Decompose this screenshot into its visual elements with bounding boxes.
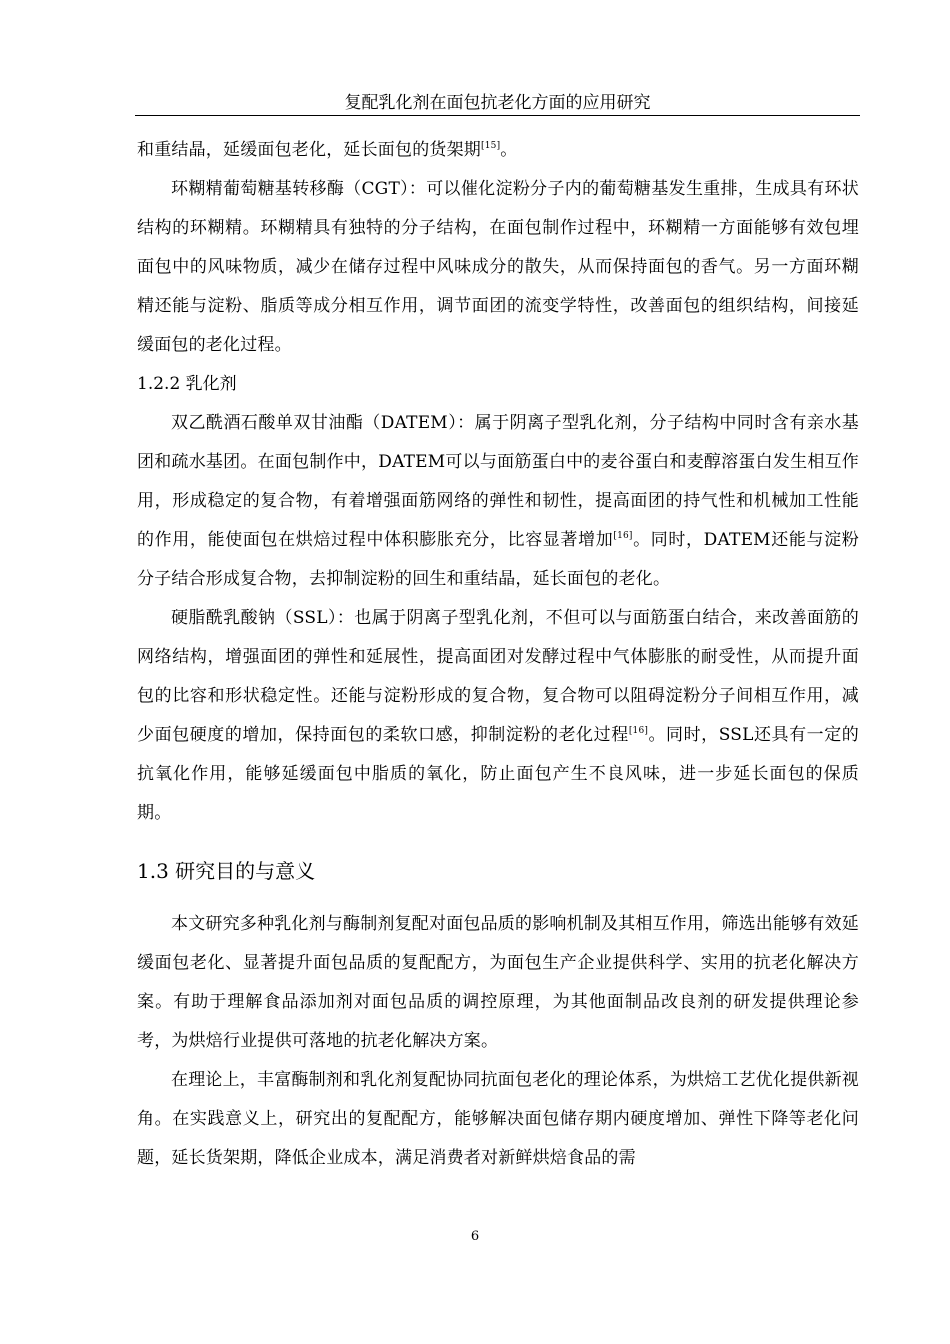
paragraph-text: 和重结晶，延缓面包老化，延长面包的货架期	[137, 140, 481, 160]
running-header-title: 复配乳化剂在面包抗老化方面的应用研究	[344, 93, 651, 113]
paragraph-purpose: 本文研究多种乳化剂与酶制剂复配对面包品质的影响机制及其相互作用，筛选出能够有效延缓面包老化、显著提升面包品质的复配配方，为面包生产企业提供科学、实用的抗老化解决方案。有助于理解食品添加剂对面包品质的调控原理，为其他面制品改良剂的研发提供理论参考，为烘焙行业提供可落地的抗老化解决方案。	[137, 914, 859, 1051]
page-body	[137, 131, 859, 1178]
paragraph-text: 硬脂酰乳酸钠（SSL）：也属于阴离子型乳化剂，不但可以与面筋蛋白结合，来改善面筋的网络结构，增强面团的弹性和延展性，提高面团对发酵过程中气体膨胀的耐受性，从而提升面包的比容和形状稳定性。还能与淀粉形成的复合物，复合物可以阻碍淀粉分子间相互作用，减少面包硬度的增加，保持面包的柔软口感，抑制淀粉的老化过程	[137, 608, 859, 745]
paragraph-ssl	[137, 599, 859, 833]
page-number: 6	[470, 1229, 480, 1244]
paragraph-datem	[137, 404, 859, 599]
paragraph-cgt: 环糊精葡萄糖基转移酶（CGT）：可以催化淀粉分子内的葡萄糖基发生重排，生成具有环状结构的环糊精。环糊精具有独特的分子结构，在面包制作过程中，环糊精一方面能够有效包埋面包中的风味物质，减少在储存过程中风味成分的散失，从而保持面包的香气。另一方面环糊精还能与淀粉、脂质等成分相互作用，调节面团的流变学特性，改善面包的组织结构，间接延缓面包的老化过程。	[137, 179, 859, 355]
citation-ref: [16]	[628, 726, 649, 736]
paragraph-text: 。	[500, 140, 518, 160]
paragraph-significance: 在理论上，丰富酶制剂和乳化剂复配协同抗面包老化的理论体系，为烘焙工艺优化提供新视角。在实践意义上，研究出的复配配方，能够解决面包储存期内硬度增加、弹性下降等老化问题，延长货架期，降低企业成本，满足消费者对新鲜烘焙食品的需	[137, 1070, 859, 1168]
header-rule	[135, 115, 860, 116]
paragraph-text: 。同时，DATEM还能与淀粉分子结合形成复合物，去抑制淀粉的回生和重结晶，延长面包的老化。	[137, 530, 859, 589]
paragraph-continuation	[137, 131, 859, 170]
paragraph-text: 双乙酰酒石酸单双甘油酯（DATEM）：属于阴离子型乳化剂，分子结构中同时含有亲水基团和疏水基团。在面包制作中，DATEM可以与面筋蛋白中的麦谷蛋白和麦醇溶蛋白发生相互作用，形成稳定的复合物，有着增强面筋网络的弹性和韧性，提高面团的持气性和机械加工性能的作用，能使面包在烘焙过程中体积膨胀充分，比容显著增加	[137, 413, 859, 550]
section-heading-purpose: 1.3 研究目的与意义	[137, 859, 316, 883]
citation-ref: [16]	[613, 531, 633, 541]
subsection-heading-emulsifier: 1.2.2 乳化剂	[137, 374, 237, 394]
citation-ref: [15]	[481, 141, 501, 151]
paragraph-text: 。同时，SSL还具有一定的抗氧化作用，能够延缓面包中脂质的氧化，防止面包产生不良风味，进一步延长面包的保质期。	[137, 725, 859, 823]
